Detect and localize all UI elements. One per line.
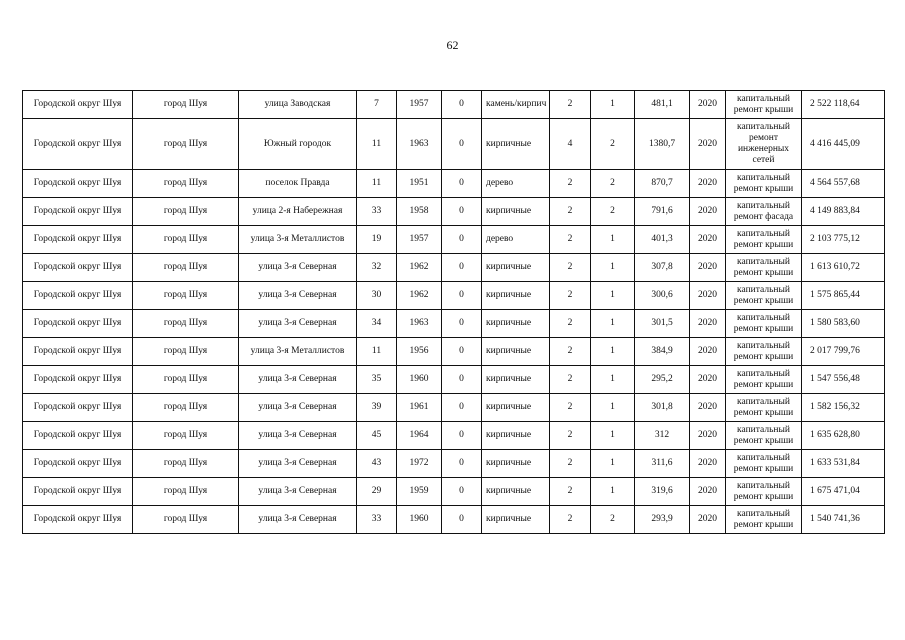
floors-cell: 2 xyxy=(550,226,591,254)
area-cell: 791,6 xyxy=(635,198,690,226)
floors-cell: 2 xyxy=(550,450,591,478)
street-cell: улица 3-я Металлистов xyxy=(239,226,357,254)
cost-cell: 1 575 865,44 xyxy=(802,282,885,310)
work-type-cell: капитальный ремонт крыши xyxy=(726,478,802,506)
table-row xyxy=(23,119,885,170)
city-cell: город Шуя xyxy=(133,506,239,534)
plan-year-cell: 2020 xyxy=(690,198,726,226)
wall-material-cell: кирпичные xyxy=(482,450,550,478)
entrances-cell: 2 xyxy=(591,198,635,226)
table-row xyxy=(23,394,885,422)
work-type-cell: капитальный ремонт инженерных сетей xyxy=(726,119,802,170)
plan-year-cell: 2020 xyxy=(690,170,726,198)
street-cell: улица 3-я Северная xyxy=(239,506,357,534)
district-cell: Городской округ Шуя xyxy=(23,506,133,534)
wall-material-cell: кирпичные xyxy=(482,366,550,394)
city-cell: город Шуя xyxy=(133,478,239,506)
street-cell: Южный городок xyxy=(239,119,357,170)
district-cell: Городской округ Шуя xyxy=(23,366,133,394)
floors-cell: 2 xyxy=(550,310,591,338)
work-type-cell: капитальный ремонт крыши xyxy=(726,450,802,478)
district-cell: Городской округ Шуя xyxy=(23,198,133,226)
plan-year-cell: 2020 xyxy=(690,422,726,450)
table-row xyxy=(23,338,885,366)
cost-cell: 1 613 610,72 xyxy=(802,254,885,282)
district-cell: Городской округ Шуя xyxy=(23,119,133,170)
street-cell: улица 3-я Северная xyxy=(239,450,357,478)
house-number-cell: 35 xyxy=(357,366,397,394)
build-year-cell: 1972 xyxy=(397,450,442,478)
city-cell: город Шуя xyxy=(133,170,239,198)
plan-year-cell: 2020 xyxy=(690,119,726,170)
plan-year-cell: 2020 xyxy=(690,91,726,119)
cost-cell: 2 017 799,76 xyxy=(802,338,885,366)
wall-material-cell: кирпичные xyxy=(482,478,550,506)
table-row xyxy=(23,422,885,450)
plan-year-cell: 2020 xyxy=(690,394,726,422)
area-cell: 311,6 xyxy=(635,450,690,478)
floors-cell: 2 xyxy=(550,394,591,422)
city-cell: город Шуя xyxy=(133,254,239,282)
street-cell: улица 2-я Набережная xyxy=(239,198,357,226)
area-cell: 300,6 xyxy=(635,282,690,310)
house-number-cell: 45 xyxy=(357,422,397,450)
street-cell: улица 3-я Северная xyxy=(239,478,357,506)
work-type-cell: капитальный ремонт крыши xyxy=(726,366,802,394)
build-year-cell: 1961 xyxy=(397,394,442,422)
floors-cell: 2 xyxy=(550,91,591,119)
house-number-cell: 7 xyxy=(357,91,397,119)
entrances-cell: 1 xyxy=(591,91,635,119)
area-cell: 1380,7 xyxy=(635,119,690,170)
wall-material-cell: камень/кирпич xyxy=(482,91,550,119)
entrances-cell: 1 xyxy=(591,226,635,254)
cost-cell: 1 635 628,80 xyxy=(802,422,885,450)
plan-year-cell: 2020 xyxy=(690,506,726,534)
wall-material-cell: кирпичные xyxy=(482,310,550,338)
district-cell: Городской округ Шуя xyxy=(23,226,133,254)
house-number-cell: 11 xyxy=(357,338,397,366)
entrances-cell: 1 xyxy=(591,254,635,282)
table-body xyxy=(23,91,885,534)
work-type-cell: капитальный ремонт крыши xyxy=(726,226,802,254)
table-row xyxy=(23,170,885,198)
street-cell: улица 3-я Северная xyxy=(239,282,357,310)
table-row xyxy=(23,282,885,310)
table-row xyxy=(23,478,885,506)
wall-material-cell: кирпичные xyxy=(482,119,550,170)
city-cell: город Шуя xyxy=(133,310,239,338)
wall-material-cell: дерево xyxy=(482,170,550,198)
area-cell: 870,7 xyxy=(635,170,690,198)
floors-cell: 2 xyxy=(550,254,591,282)
floors-cell: 2 xyxy=(550,282,591,310)
wall-material-cell: кирпичные xyxy=(482,198,550,226)
house-number-cell: 34 xyxy=(357,310,397,338)
zero-cell: 0 xyxy=(442,338,482,366)
table-row xyxy=(23,506,885,534)
district-cell: Городской округ Шуя xyxy=(23,422,133,450)
entrances-cell: 2 xyxy=(591,119,635,170)
street-cell: поселок Правда xyxy=(239,170,357,198)
table-row xyxy=(23,450,885,478)
zero-cell: 0 xyxy=(442,394,482,422)
cost-cell: 2 103 775,12 xyxy=(802,226,885,254)
work-type-cell: капитальный ремонт крыши xyxy=(726,254,802,282)
floors-cell: 2 xyxy=(550,198,591,226)
street-cell: улица 3-я Северная xyxy=(239,394,357,422)
build-year-cell: 1956 xyxy=(397,338,442,366)
house-number-cell: 39 xyxy=(357,394,397,422)
build-year-cell: 1963 xyxy=(397,119,442,170)
entrances-cell: 1 xyxy=(591,310,635,338)
work-type-cell: капитальный ремонт крыши xyxy=(726,310,802,338)
entrances-cell: 2 xyxy=(591,170,635,198)
house-number-cell: 30 xyxy=(357,282,397,310)
city-cell: город Шуя xyxy=(133,422,239,450)
district-cell: Городской округ Шуя xyxy=(23,282,133,310)
floors-cell: 2 xyxy=(550,170,591,198)
district-cell: Городской округ Шуя xyxy=(23,254,133,282)
floors-cell: 2 xyxy=(550,506,591,534)
work-type-cell: капитальный ремонт крыши xyxy=(726,338,802,366)
area-cell: 384,9 xyxy=(635,338,690,366)
build-year-cell: 1960 xyxy=(397,366,442,394)
house-number-cell: 29 xyxy=(357,478,397,506)
plan-year-cell: 2020 xyxy=(690,226,726,254)
work-type-cell: капитальный ремонт крыши xyxy=(726,422,802,450)
build-year-cell: 1957 xyxy=(397,91,442,119)
table-row xyxy=(23,366,885,394)
cost-cell: 4 416 445,09 xyxy=(802,119,885,170)
entrances-cell: 1 xyxy=(591,450,635,478)
table-row xyxy=(23,198,885,226)
area-cell: 293,9 xyxy=(635,506,690,534)
district-cell: Городской округ Шуя xyxy=(23,170,133,198)
house-number-cell: 33 xyxy=(357,198,397,226)
housing-repair-table xyxy=(22,90,885,534)
house-number-cell: 11 xyxy=(357,170,397,198)
entrances-cell: 1 xyxy=(591,282,635,310)
house-number-cell: 19 xyxy=(357,226,397,254)
city-cell: город Шуя xyxy=(133,394,239,422)
work-type-cell: капитальный ремонт фасада xyxy=(726,198,802,226)
entrances-cell: 1 xyxy=(591,478,635,506)
district-cell: Городской округ Шуя xyxy=(23,91,133,119)
house-number-cell: 43 xyxy=(357,450,397,478)
district-cell: Городской округ Шуя xyxy=(23,394,133,422)
street-cell: улица 3-я Северная xyxy=(239,310,357,338)
floors-cell: 4 xyxy=(550,119,591,170)
table-row xyxy=(23,226,885,254)
cost-cell: 2 522 118,64 xyxy=(802,91,885,119)
zero-cell: 0 xyxy=(442,450,482,478)
plan-year-cell: 2020 xyxy=(690,254,726,282)
city-cell: город Шуя xyxy=(133,226,239,254)
district-cell: Городской округ Шуя xyxy=(23,338,133,366)
entrances-cell: 2 xyxy=(591,506,635,534)
work-type-cell: капитальный ремонт крыши xyxy=(726,170,802,198)
build-year-cell: 1959 xyxy=(397,478,442,506)
area-cell: 401,3 xyxy=(635,226,690,254)
plan-year-cell: 2020 xyxy=(690,478,726,506)
city-cell: город Шуя xyxy=(133,91,239,119)
street-cell: улица 3-я Металлистов xyxy=(239,338,357,366)
cost-cell: 1 540 741,36 xyxy=(802,506,885,534)
floors-cell: 2 xyxy=(550,366,591,394)
cost-cell: 1 580 583,60 xyxy=(802,310,885,338)
table-row xyxy=(23,91,885,119)
district-cell: Городской округ Шуя xyxy=(23,310,133,338)
area-cell: 301,8 xyxy=(635,394,690,422)
zero-cell: 0 xyxy=(442,226,482,254)
zero-cell: 0 xyxy=(442,310,482,338)
cost-cell: 1 547 556,48 xyxy=(802,366,885,394)
build-year-cell: 1962 xyxy=(397,254,442,282)
zero-cell: 0 xyxy=(442,170,482,198)
district-cell: Городской округ Шуя xyxy=(23,478,133,506)
cost-cell: 1 675 471,04 xyxy=(802,478,885,506)
plan-year-cell: 2020 xyxy=(690,310,726,338)
wall-material-cell: кирпичные xyxy=(482,254,550,282)
table-row xyxy=(23,310,885,338)
area-cell: 312 xyxy=(635,422,690,450)
cost-cell: 4 564 557,68 xyxy=(802,170,885,198)
build-year-cell: 1958 xyxy=(397,198,442,226)
floors-cell: 2 xyxy=(550,338,591,366)
house-number-cell: 33 xyxy=(357,506,397,534)
area-cell: 319,6 xyxy=(635,478,690,506)
city-cell: город Шуя xyxy=(133,338,239,366)
plan-year-cell: 2020 xyxy=(690,282,726,310)
build-year-cell: 1960 xyxy=(397,506,442,534)
build-year-cell: 1963 xyxy=(397,310,442,338)
house-number-cell: 11 xyxy=(357,119,397,170)
plan-year-cell: 2020 xyxy=(690,450,726,478)
table-row xyxy=(23,254,885,282)
zero-cell: 0 xyxy=(442,478,482,506)
zero-cell: 0 xyxy=(442,282,482,310)
district-cell: Городской округ Шуя xyxy=(23,450,133,478)
street-cell: улица 3-я Северная xyxy=(239,422,357,450)
zero-cell: 0 xyxy=(442,422,482,450)
wall-material-cell: кирпичные xyxy=(482,506,550,534)
build-year-cell: 1951 xyxy=(397,170,442,198)
entrances-cell: 1 xyxy=(591,394,635,422)
house-number-cell: 32 xyxy=(357,254,397,282)
city-cell: город Шуя xyxy=(133,450,239,478)
work-type-cell: капитальный ремонт крыши xyxy=(726,282,802,310)
city-cell: город Шуя xyxy=(133,282,239,310)
zero-cell: 0 xyxy=(442,506,482,534)
city-cell: город Шуя xyxy=(133,366,239,394)
plan-year-cell: 2020 xyxy=(690,338,726,366)
entrances-cell: 1 xyxy=(591,366,635,394)
area-cell: 301,5 xyxy=(635,310,690,338)
work-type-cell: капитальный ремонт крыши xyxy=(726,394,802,422)
area-cell: 307,8 xyxy=(635,254,690,282)
zero-cell: 0 xyxy=(442,198,482,226)
zero-cell: 0 xyxy=(442,366,482,394)
wall-material-cell: дерево xyxy=(482,226,550,254)
city-cell: город Шуя xyxy=(133,198,239,226)
area-cell: 295,2 xyxy=(635,366,690,394)
wall-material-cell: кирпичные xyxy=(482,282,550,310)
build-year-cell: 1957 xyxy=(397,226,442,254)
cost-cell: 1 582 156,32 xyxy=(802,394,885,422)
work-type-cell: капитальный ремонт крыши xyxy=(726,506,802,534)
wall-material-cell: кирпичные xyxy=(482,394,550,422)
cost-cell: 4 149 883,84 xyxy=(802,198,885,226)
zero-cell: 0 xyxy=(442,254,482,282)
page-number: 62 xyxy=(446,38,459,52)
wall-material-cell: кирпичные xyxy=(482,422,550,450)
build-year-cell: 1964 xyxy=(397,422,442,450)
street-cell: улица Заводская xyxy=(239,91,357,119)
street-cell: улица 3-я Северная xyxy=(239,254,357,282)
cost-cell: 1 633 531,84 xyxy=(802,450,885,478)
wall-material-cell: кирпичные xyxy=(482,338,550,366)
floors-cell: 2 xyxy=(550,422,591,450)
zero-cell: 0 xyxy=(442,91,482,119)
entrances-cell: 1 xyxy=(591,338,635,366)
zero-cell: 0 xyxy=(442,119,482,170)
area-cell: 481,1 xyxy=(635,91,690,119)
floors-cell: 2 xyxy=(550,478,591,506)
entrances-cell: 1 xyxy=(591,422,635,450)
street-cell: улица 3-я Северная xyxy=(239,366,357,394)
plan-year-cell: 2020 xyxy=(690,366,726,394)
city-cell: город Шуя xyxy=(133,119,239,170)
build-year-cell: 1962 xyxy=(397,282,442,310)
work-type-cell: капитальный ремонт крыши xyxy=(726,91,802,119)
